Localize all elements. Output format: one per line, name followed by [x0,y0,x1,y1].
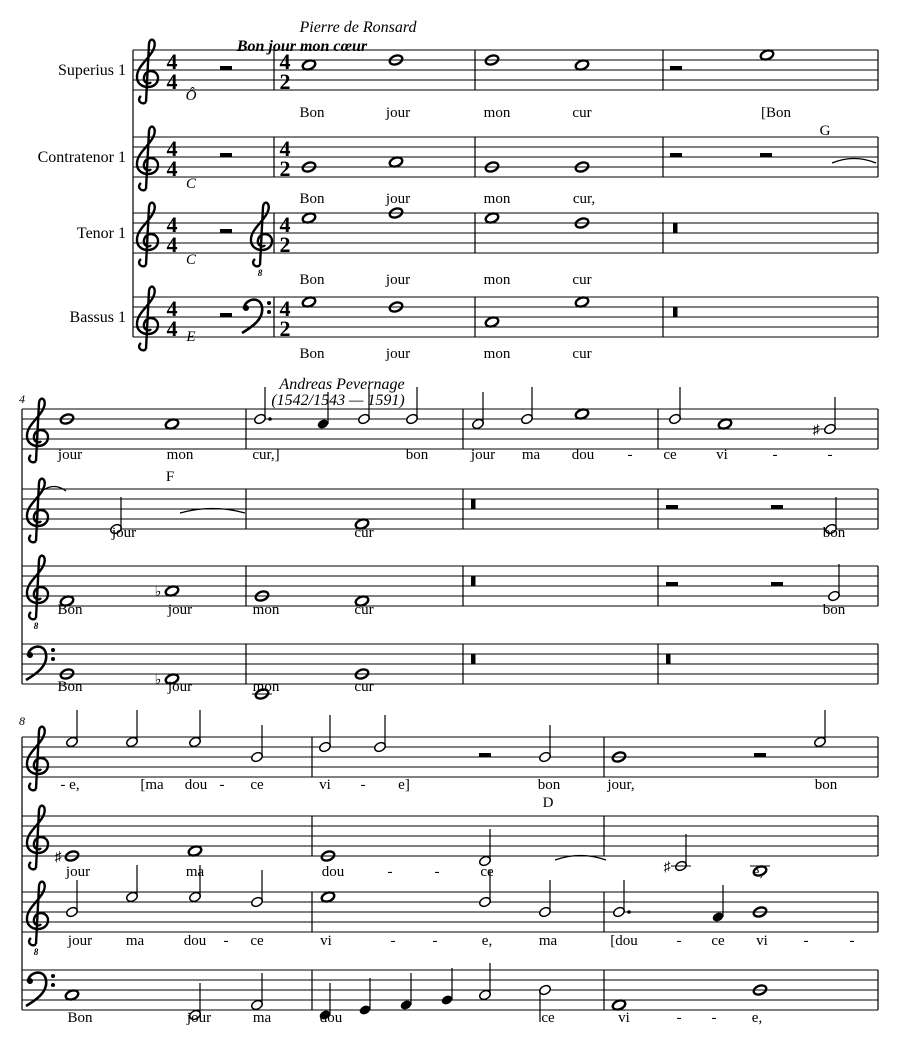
lyric-syllable: jour [385,105,411,121]
lyric-syllable: bon [822,525,846,541]
whole-note [717,418,732,430]
half-rest [760,153,772,158]
lyric-syllable: [dou [610,933,638,949]
lyric-syllable: jour, [607,777,635,793]
lyric-syllable: mon [483,105,511,121]
breve-rest [666,654,671,664]
time-signature-numerator: 4 [166,49,178,74]
part-name-3: Bassus 1 [69,309,126,326]
treble-clef-glyph [27,882,48,946]
bass-clef [26,973,46,1006]
half-rest [754,753,766,758]
lyric-syllable: bon [822,602,846,618]
lyric-syllable: Bon [57,602,83,618]
lyric-syllable: [ma [140,777,164,793]
bass-clef-dot [267,310,271,314]
composer-dates: (1542/1543 — 1591) [271,392,405,409]
time-signature-denominator: 4 [166,69,178,94]
chord-symbol: F [165,469,175,485]
breve-rest [471,499,476,509]
lyric-syllable: vi [320,933,332,949]
lyric-syllable: mon [483,272,511,288]
whole-note [484,316,499,328]
augmentation-dot [627,910,631,914]
half-rest [220,66,232,71]
accidental: ♯ [812,423,820,438]
lyric-syllable: ma [538,933,558,949]
lyric-syllable: - [711,1010,717,1026]
half-rest [670,153,682,158]
lyric-syllable: e, [751,1010,763,1026]
lyric-syllable: jour [385,346,411,362]
poet-credit: Pierre de Ronsard [299,19,417,36]
lyric-syllable: e] [398,777,410,793]
lyric-syllable: dou [183,933,207,949]
lyric-syllable: vi [716,447,728,463]
treble-clef-glyph [27,556,48,620]
treble-clef-glyph [27,479,48,543]
composer-credit: Andreas Pevernage [279,376,405,393]
lyric-syllable: ce [711,933,725,949]
augmentation-dot [268,417,272,421]
time-signature-denominator: 4 [166,232,178,257]
lyric-syllable: Bon [299,191,325,207]
bass-clef-dot [243,305,249,311]
lyric-syllable: Bon [67,1010,93,1026]
time-signature-numerator: 4 [166,136,178,161]
chord-symbol: D [542,795,554,811]
lyric-syllable: vi [756,933,768,949]
lyric-syllable: jour [167,602,193,618]
bass-clef [242,300,262,333]
lyric-syllable: - [360,777,366,793]
accidental: ♭ [154,585,162,600]
lyric-syllable: - [432,933,438,949]
lyric-syllable: mon [483,191,511,207]
octave-eight: 8 [33,947,39,957]
whole-note [64,989,79,1001]
lyric-syllable: cur [572,272,592,288]
lyric-syllable: jour [385,191,411,207]
lyric-syllable: ce [250,777,264,793]
lyric-syllable: - [387,864,393,880]
time-signature-denominator: 2 [279,156,291,181]
lyric-syllable: cur, [572,191,596,207]
lyric-syllable: dou [571,447,595,463]
lyric-syllable: bon [814,777,838,793]
incipit-superius: Ô [185,88,197,104]
lyric-syllable: - [849,933,855,949]
song-title: Bon jour mon cœur [236,38,368,55]
treble-clef [27,479,48,543]
half-rest [479,753,491,758]
treble-clef-glyph [27,399,48,463]
lyric-syllable: - [434,864,440,880]
lyric-syllable: Bon [299,346,325,362]
lyric-syllable: - [772,447,778,463]
lyric-syllable: - [827,447,833,463]
whole-note [301,296,316,308]
treble-clef [27,806,48,870]
treble-clef-glyph [251,203,272,267]
lyric-syllable: jour [65,864,91,880]
lyric-syllable: Bon [57,679,83,695]
half-rest [666,505,678,510]
breve-rest [673,223,678,233]
chord-symbol: G [819,123,831,139]
half-rest [220,229,232,234]
lyric-syllable: jour [470,447,496,463]
bass-clef-dot [27,652,33,658]
lyric-syllable: ma [252,1010,272,1026]
lyric-syllable: jour [167,679,193,695]
lyric-syllable: cur [354,679,374,695]
octave-eight: 8 [33,621,39,631]
lyric-syllable: jour [186,1010,212,1026]
bass-clef-dot [27,978,33,984]
time-signature-numerator: 4 [279,136,291,161]
treble-clef [137,287,158,351]
lyric-syllable: ce [541,1010,555,1026]
lyric-syllable: bon [537,777,561,793]
lyric-syllable: - [676,933,682,949]
lyric-syllable: dou [319,1010,343,1026]
whole-note [388,156,403,168]
bass-clef-dot [51,974,55,978]
breve-rest [673,307,678,317]
lyric-syllable: mon [252,602,280,618]
lyric-syllable: cur [572,346,592,362]
accidental: ♯ [663,860,671,875]
lyric-syllable: - e, [60,777,80,793]
half-rest [666,582,678,587]
whole-note [187,845,202,857]
lyric-syllable: cur [354,602,374,618]
lyric-syllable: - [390,933,396,949]
lyric-syllable: cur [572,105,592,121]
lyric-syllable: jour [111,525,137,541]
lyric-syllable: ma [185,864,205,880]
treble-clef-glyph [27,806,48,870]
lyric-syllable: cur [354,525,374,541]
whole-note [164,418,179,430]
time-signature-numerator: 4 [279,296,291,321]
lyric-syllable: [Bon [761,105,791,121]
whole-note [574,408,589,420]
half-rest [771,505,783,510]
whole-note [574,59,589,71]
part-name-1: Contratenor 1 [37,149,126,166]
lyric-syllable: mon [166,447,194,463]
whole-note [484,212,499,224]
accidental: ♭ [154,673,162,688]
lyric-syllable: bon [405,447,429,463]
time-signature-denominator: 2 [279,316,291,341]
breve-rest [471,576,476,586]
lyric-syllable: e, [481,933,493,949]
whole-note [301,59,316,71]
lyric-syllable: mon [252,679,280,695]
time-signature-denominator: 4 [166,316,178,341]
treble-clef-glyph [137,203,158,267]
time-signature-denominator: 2 [279,69,291,94]
whole-note [574,296,589,308]
octave-eight: 8 [257,268,263,278]
accidental: ♯ [54,850,62,865]
lyric-syllable: e, [752,864,764,880]
lyric-syllable: ce [250,933,264,949]
half-rest [220,153,232,158]
tie [832,159,876,164]
measure-number: 4 [19,392,25,406]
time-signature-numerator: 4 [279,212,291,237]
time-signature-numerator: 4 [166,296,178,321]
incipit-bassus: E [186,329,196,345]
whole-note [759,49,774,61]
treble-clef-glyph [137,40,158,104]
treble-clef [137,127,158,191]
whole-note [320,891,335,903]
lyric-syllable: - [627,447,633,463]
treble-clef-glyph [137,287,158,351]
incipit-tenor: C [185,252,197,268]
bass-clef-dot [51,657,55,661]
time-signature-numerator: 4 [279,49,291,74]
half-rest [220,313,232,318]
lyric-syllable: - [803,933,809,949]
lyric-syllable: mon [483,346,511,362]
part-name-2: Tenor 1 [76,225,126,242]
lyric-syllable: dou [321,864,345,880]
treble-clef [27,882,48,946]
half-rest [771,582,783,587]
treble-clef [251,203,272,267]
lyric-syllable: ma [125,933,145,949]
lyric-syllable: Bon [299,272,325,288]
lyric-syllable: ce [663,447,677,463]
whole-note [164,585,179,597]
whole-note [301,212,316,224]
bass-clef [26,647,46,680]
treble-clef [137,40,158,104]
lyric-syllable: - [219,777,225,793]
measure-number: 8 [19,714,25,728]
incipit-contratenor: C [185,176,197,192]
time-signature-numerator: 4 [166,212,178,237]
bass-clef-dot [267,301,271,305]
bass-clef-dot [51,983,55,987]
treble-clef [137,203,158,267]
lyric-syllable: Bon [299,105,325,121]
lyric-syllable: jour [57,447,83,463]
treble-clef [27,556,48,620]
lyric-syllable: - [676,1010,682,1026]
lyric-syllable: ce [480,864,494,880]
treble-clef [27,399,48,463]
lyric-syllable: cur,] [252,447,280,463]
treble-clef-glyph [137,127,158,191]
lyric-syllable: jour [67,933,93,949]
lyric-syllable: - [223,933,229,949]
lyric-syllable: vi [618,1010,630,1026]
time-signature-denominator: 4 [166,156,178,181]
lyric-syllable: ma [521,447,541,463]
treble-clef-glyph [27,727,48,791]
breve-rest [471,654,476,664]
half-rest [670,66,682,71]
bass-clef-dot [51,648,55,652]
part-name-0: Superius 1 [58,62,126,79]
time-signature-denominator: 2 [279,232,291,257]
lyric-syllable: dou [184,777,208,793]
treble-clef [27,727,48,791]
lyric-syllable: vi [319,777,331,793]
lyric-syllable: jour [385,272,411,288]
